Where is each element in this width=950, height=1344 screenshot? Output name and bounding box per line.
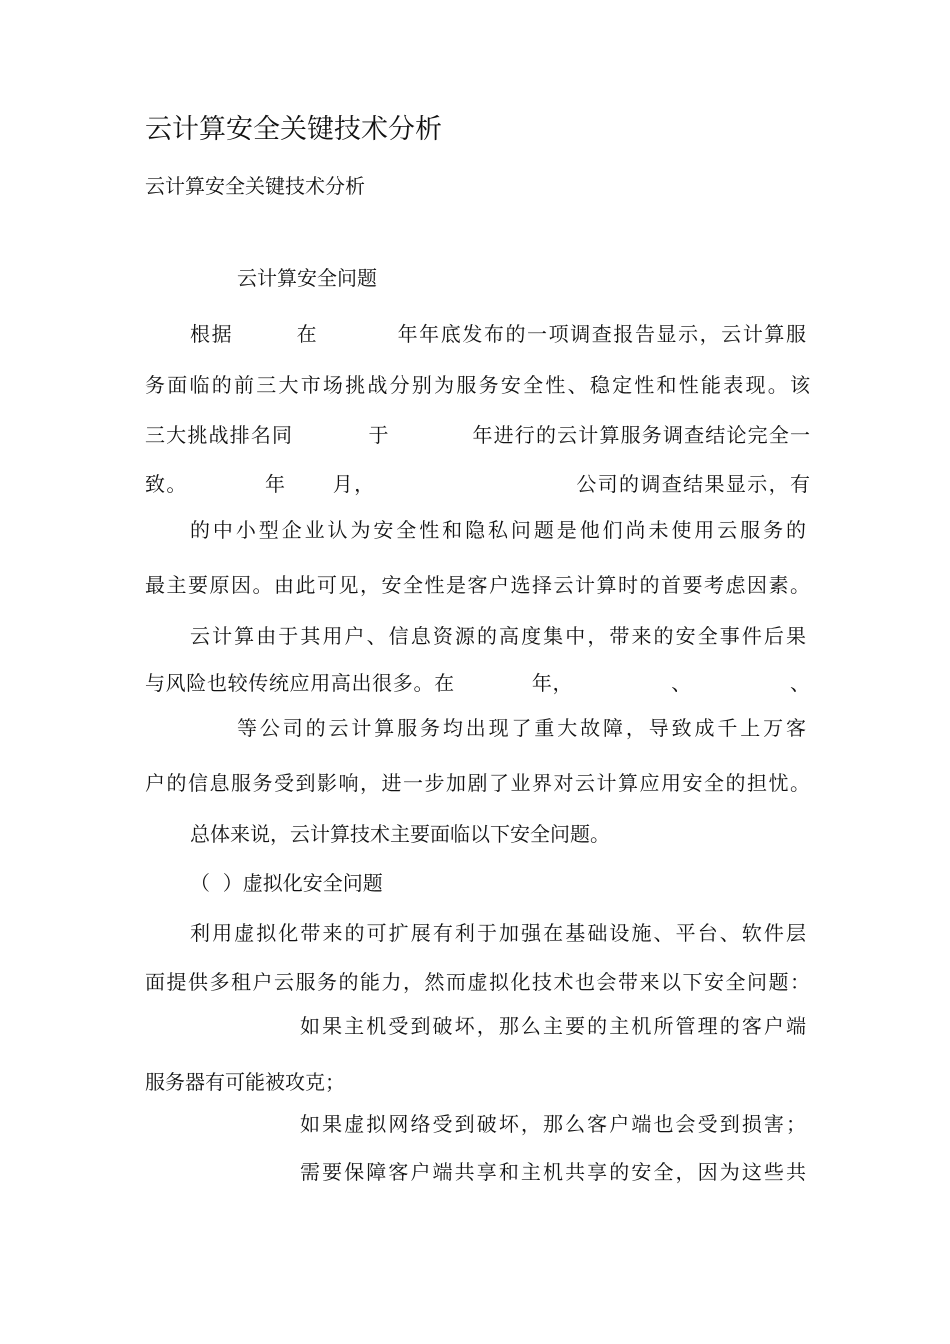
section-heading: 云计算安全问题	[237, 266, 377, 290]
paragraph-line: 户的信息服务受到影响，进一步加剧了业界对云计算应用安全的担忧。	[145, 771, 810, 795]
paragraph-line: 最主要原因。由此可见，安全性是客户选择云计算时的首要考虑因素。	[145, 573, 810, 597]
paragraph-line: 的中小型企业认为安全性和隐私问题是他们尚未使用云服务的	[190, 518, 806, 542]
document-title: 云计算安全关键技术分析	[145, 114, 442, 145]
paragraph-line: 三大挑战排名同 于 年进行的云计算服务调查结论完全一	[145, 423, 810, 447]
paragraph-line: 务面临的前三大市场挑战分别为服务安全性、稳定性和性能表现。该	[145, 373, 810, 397]
document-subtitle: 云计算安全关键技术分析	[145, 174, 365, 198]
list-item-line: 需要保障客户端共享和主机共享的安全，因为这些共	[300, 1160, 806, 1184]
paragraph-line: 等公司的云计算服务均出现了重大故障，导致成千上万客	[237, 716, 806, 740]
paragraph-line: 利用虚拟化带来的可扩展有利于加强在基础设施、平台、软件层	[190, 921, 806, 945]
list-item-line: 服务器有可能被攻克；	[145, 1070, 345, 1094]
list-item-line: 如果主机受到破坏，那么主要的主机所管理的客户端	[300, 1014, 806, 1038]
subsection-heading: （ ）虚拟化安全问题	[190, 871, 383, 895]
paragraph-line: 根据 在 年年底发布的一项调查报告显示，云计算服	[190, 322, 806, 346]
paragraph-line: 总体来说，云计算技术主要面临以下安全问题。	[190, 822, 610, 846]
paragraph-line: 云计算由于其用户、信息资源的高度集中，带来的安全事件后果	[190, 624, 806, 648]
list-item-line: 如果虚拟网络受到破坏，那么客户端也会受到损害；	[300, 1112, 806, 1136]
paragraph-line: 面提供多租户云服务的能力，然而虚拟化技术也会带来以下安全问题：	[145, 970, 810, 994]
paragraph-line: 致。 年 月， 公司的调查结果显示，有	[145, 472, 810, 496]
paragraph-line: 与风险也较传统应用高出很多。在 年， 、 、	[145, 671, 810, 695]
